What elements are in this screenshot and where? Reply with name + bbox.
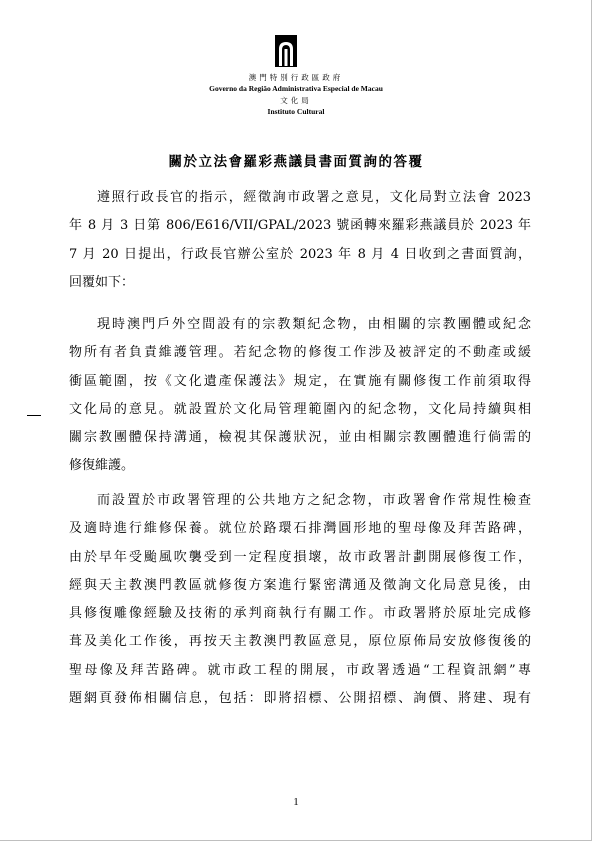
paragraph-line: 7 月 20 日提出，行政長官辦公室於 2023 年 8 月 4 日收到之書面質詢， [69, 246, 531, 262]
paragraph-line: 遵照行政長官的指示，經徵詢市政署之意見，文化局對立法會 2023 [97, 190, 531, 205]
government-name-portuguese: Governo da Região Administrativa Especial de Macau [209, 84, 383, 93]
paragraph-line: 現時澳門戶外空間設有的宗教類紀念物，由相關的宗教團體或紀念 [97, 317, 531, 332]
paragraph-line: 具修復雕像經驗及技術的承判商執行有關工作。市政署將於原址完成修 [69, 606, 531, 622]
department-name-chinese: 文化局 [280, 96, 312, 105]
paragraph-line: 而設置於市政署管理的公共地方之紀念物，市政署會作常規性檢查 [97, 493, 531, 508]
document-title: 關於立法會羅彩燕議員書面質詢的答覆 [168, 154, 424, 170]
paragraph-line: 物所有者負責維護管理。若紀念物的修復工作涉及被評定的不動產或緩 [69, 345, 531, 361]
government-name-chinese: 澳門特別行政區政府 [248, 73, 344, 82]
paragraph-line: 修復維護。 [69, 458, 135, 474]
margin-mark [27, 415, 41, 416]
paragraph-municipal-monuments [69, 487, 531, 713]
paragraph-religious-monuments [69, 311, 531, 481]
paragraph-line: 由於早年受颱風吹襲受到一定程度損壞，故市政署計劃開展修復工作， [69, 549, 531, 565]
paragraph-line: 關宗教團體保持溝通，檢視其保護狀況，並由相關宗教團體進行倘需的 [69, 430, 531, 446]
paragraph-line: 聖母像及拜苦路碑。就市政工程的開展，市政署透過“工程資訊網”專 [69, 662, 531, 678]
macau-sar-emblem-icon [275, 35, 297, 67]
paragraph-line: 衝區範圍，按《文化遺產保護法》規定，在實施有關修復工作前須取得 [69, 373, 531, 389]
department-name-portuguese: Instituto Cultural [267, 107, 325, 116]
paragraph-line: 文化局的意見。就設置於文化局管理範圍內的紀念物，文化局持續與相 [69, 401, 531, 417]
paragraph-line: 葺及美化工作後，再按天主教澳門教區意見，原位原佈局安放修復後的 [69, 634, 531, 650]
paragraph-line: 及適時進行維修保養。就位於路環石排灣圓形地的聖母像及拜苦路碑， [69, 521, 531, 537]
paragraph-line: 經與天主教澳門教區就修復方案進行緊密溝通及徵詢文化局意見後，由 [69, 577, 531, 593]
page-number: 1 [293, 796, 299, 808]
paragraph-intro [69, 184, 531, 297]
paragraph-line: 回覆如下： [69, 274, 135, 290]
paragraph-line: 年 8 月 3 日第 806/E616/VII/GPAL/2023 號函轉來羅彩燕議員於 2023 年 [69, 218, 531, 234]
paragraph-line: 題網頁發佈相關信息，包括：即將招標、公開招標、詢價、將建、現有 [69, 691, 531, 707]
